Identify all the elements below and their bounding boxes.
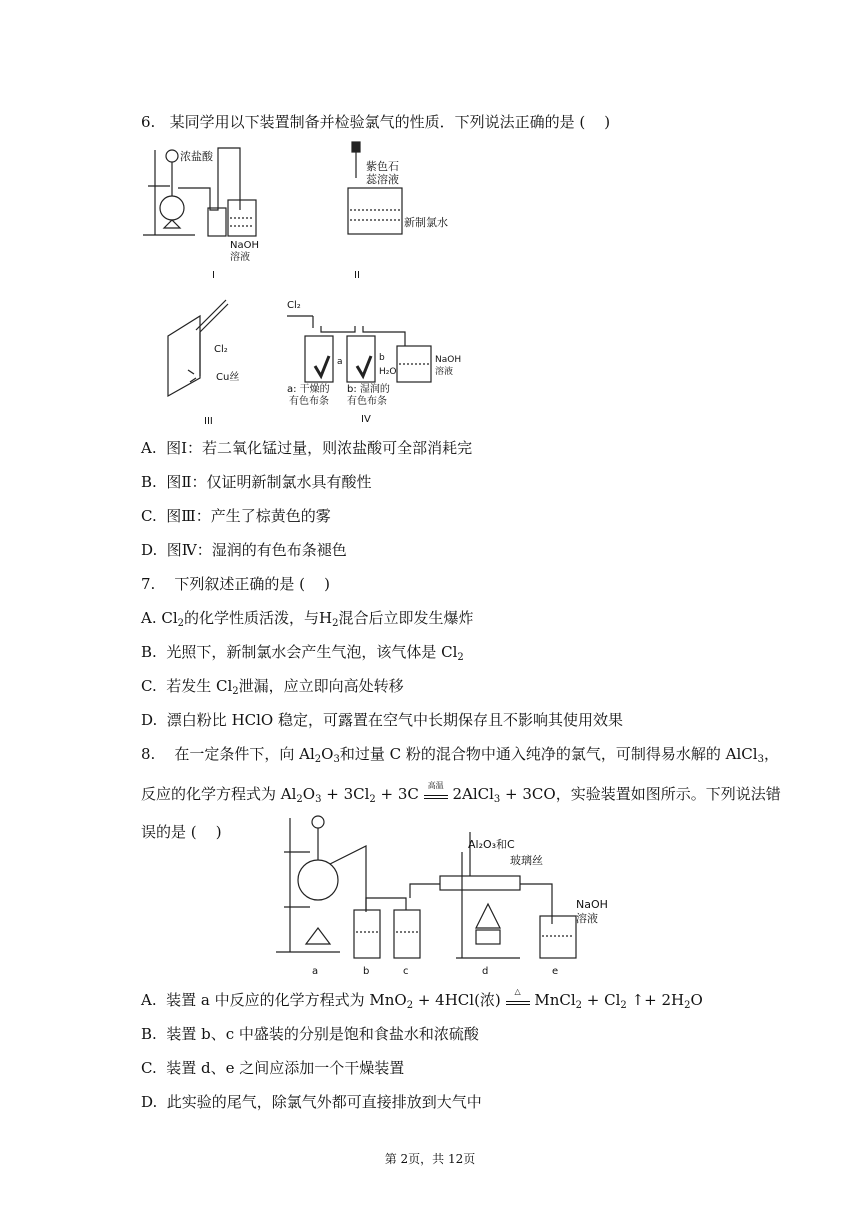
svg-text:蕊溶液: 蕊溶液	[366, 173, 399, 186]
svg-text:NaOH: NaOH	[230, 240, 259, 251]
q8-option-b: B. 装置 b、c 中盛装的分别是饱和食盐水和浓硫酸	[141, 1025, 479, 1043]
svg-text:玻璃丝: 玻璃丝	[510, 854, 543, 867]
q7-option-b: B. 光照下，新制氯水会产生气泡，该气体是 $Cl_2$	[141, 643, 464, 663]
svg-text:b: 湿润的: b: 湿润的	[347, 384, 390, 395]
q6-option-d: D. 图Ⅳ：湿润的有色布条褪色	[141, 541, 347, 559]
q8-option-d: D. 此实验的尾气，除氯气外都可直接排放到大气中	[141, 1093, 482, 1111]
svg-text:Cu丝: Cu丝	[216, 372, 240, 383]
reaction-condition: 高温	[424, 791, 448, 799]
q8-apparatus-figure	[270, 812, 615, 980]
q7-option-a: A. $Cl_2$的化学性质活泼，与$H_2$混合后立即发生爆炸	[141, 609, 474, 629]
page-footer: 第 2页，共 12页	[384, 1152, 476, 1166]
svg-text:a: 干燥的: a: 干燥的	[287, 384, 330, 395]
q6-option-b: B. 图Ⅱ：仅证明新制氯水具有酸性	[141, 473, 372, 491]
svg-text:a: a	[312, 966, 319, 977]
fig1-reagent-label: 浓盐酸	[180, 150, 213, 163]
q6-figure-1	[140, 140, 270, 280]
svg-text:新制氯水: 新制氯水	[404, 216, 448, 229]
q7-stem: 7. 下列叙述正确的是 ( )	[141, 575, 330, 593]
svg-text:Al₂O₃和C: Al₂O₃和C	[468, 838, 515, 851]
svg-text:III: III	[204, 416, 213, 427]
svg-text:II: II	[354, 270, 360, 281]
q7-option-c: C. 若发生 $Cl_2$泄漏，应立即向高处转移	[141, 677, 404, 697]
svg-text:NaOH: NaOH	[576, 898, 608, 911]
svg-text:c: c	[403, 966, 409, 977]
svg-text:溶液: 溶液	[435, 367, 454, 377]
q8-option-c: C. 装置 d、e 之间应添加一个干燥装置	[141, 1059, 405, 1077]
svg-text:I: I	[212, 270, 215, 281]
q6-option-a: A. 图Ⅰ：若二氧化锰过量，则浓盐酸可全部消耗完	[141, 439, 473, 457]
q8-option-a: A. 装置 a 中反应的化学方程式为 MnO$_2$ + 4HCl(浓) △ MnCl$_2$ + $Cl_2$ ↑+ $2H_2O$	[141, 987, 703, 1011]
svg-text:Cl₂: Cl₂	[287, 300, 301, 311]
q7-option-d: D. 漂白粉比 HClO 稳定，可露置在空气中长期保存且不影响其使用效果	[141, 711, 623, 729]
q6-figure-2	[340, 140, 448, 281]
q8-stem-line2: 反应的化学方程式为 $Al_2O_3 + 3Cl_2 + 3C$ 高温 2AlCl$_3$ + 3CO，实验装置如图所示。下列说法错	[141, 781, 781, 805]
svg-text:e: e	[552, 966, 559, 977]
svg-text:b: b	[379, 353, 385, 363]
svg-text:紫色石: 紫色石	[366, 160, 399, 173]
svg-text:a: a	[337, 357, 343, 367]
svg-text:溶液: 溶液	[576, 912, 598, 925]
q8-stem-line3: 误的是 ( )	[141, 823, 222, 841]
svg-text:Cl₂: Cl₂	[214, 344, 228, 355]
svg-text:NaOH: NaOH	[435, 355, 462, 365]
svg-text:有色布条: 有色布条	[289, 396, 329, 407]
q6-stem: 6. 某同学用以下装置制备并检验氯气的性质．下列说法正确的是 ( )	[141, 113, 611, 131]
svg-text:IV: IV	[361, 414, 371, 425]
svg-text:b: b	[363, 966, 370, 977]
svg-text:溶液: 溶液	[230, 252, 250, 263]
q6-figure-4	[285, 296, 475, 426]
heat-condition: △	[506, 997, 530, 1005]
q8-stem-line1: 8. 在一定条件下，向 $Al_2O_3$和过量 C 粉的混合物中通入纯净的氯气，可制得易水解的 AlCl$_3$，	[141, 745, 779, 765]
q6-figure-3	[160, 296, 270, 426]
q6-option-c: C. 图Ⅲ：产生了棕黄色的雾	[141, 507, 331, 525]
svg-text:有色布条: 有色布条	[347, 396, 387, 407]
svg-text:d: d	[482, 966, 489, 977]
svg-text:H₂O: H₂O	[379, 367, 397, 377]
